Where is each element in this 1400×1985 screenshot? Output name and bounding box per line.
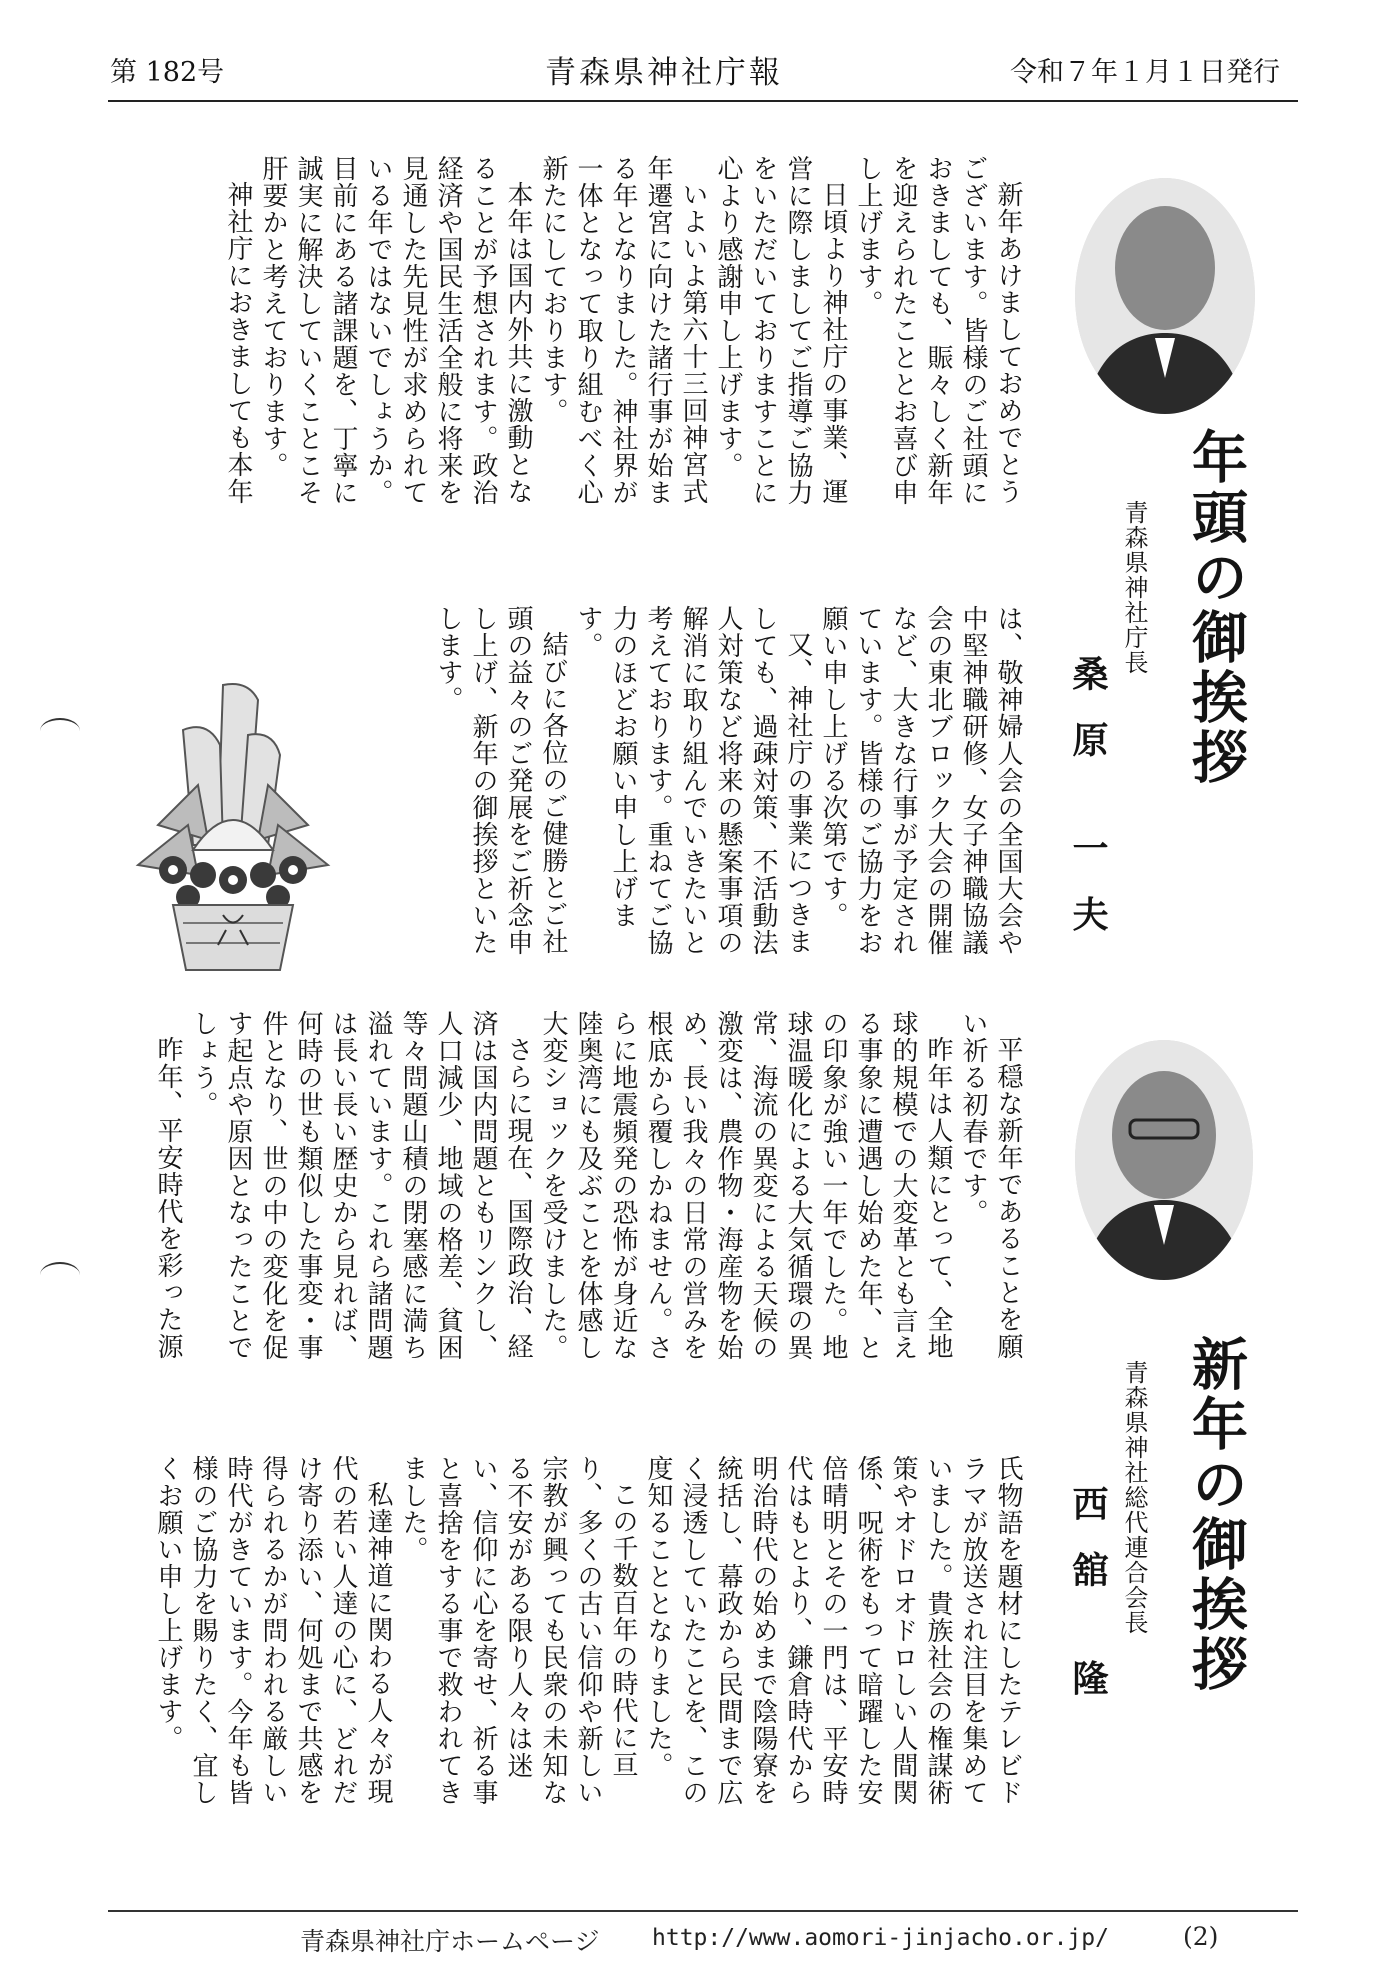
paragraph: は、敬神婦人会の全国大会や中堅神職研修、女子神職協議会の東北ブロック大会の開催など、大きな行事が予定されています。皆様のご協力をお願い申し上げる次第です。 <box>818 605 1023 956</box>
kadomatsu-icon <box>128 675 338 975</box>
article1-body-lower <box>395 605 1025 975</box>
footer-site-name: 青森県神社庁ホームページ <box>300 1927 600 1956</box>
paragraph: 昨年、平安時代を彩った源 <box>153 1036 183 1360</box>
paragraph: 本年は国内外共に激動となることが予想されます。政治経済や国民生活全般に将来を見通した先見性が求められている年ではないでしょうか。目前にある諸課題を、丁寧に誠実に解決していくことこそ肝要かと考えております。 <box>258 155 533 506</box>
portrait-photo-kuwahara <box>1075 178 1255 414</box>
paragraph: 日頃より神社庁の事業、運営に際しましてご指導ご協力をいただいておりますことに心より感謝申し上げます。 <box>713 155 848 506</box>
paragraph: 昨年は人類にとって、全地球的規模での大変革とも言える事象に遭遇し始めた年、との印象が強い一年でした。地球温暖化による大気循環の異常、海流の異変による天候の激変は、農作物・海産物を始め、長い我々の日常の営みを根底から覆しかねません。さらに地震頻発の恐怖が身近な陸奥湾にも及ぶことを体感し大変ショックを受けました。 <box>538 1010 953 1361</box>
paragraph: 又、神社庁の事業につきましても、過疎対策、不活動法人対策など将来の懸案事項の解消に取り組んでいきたいと考えております。重ねてご協力のほどお願い申し上げます。 <box>573 605 813 956</box>
author-org-shrine-agency: 青森県神社庁長 <box>1120 500 1148 675</box>
paragraph: 平穏な新年であることを願い祈る初春です。 <box>958 1010 1023 1360</box>
header-rule <box>108 100 1298 102</box>
person-silhouette-icon <box>1075 1040 1253 1280</box>
article2-body-lower <box>120 1455 1025 1825</box>
footer-rule <box>108 1910 1298 1912</box>
author-name-nishidate: 西舘 隆 <box>1067 1485 1109 1726</box>
article-title-new-year-greeting: 年頭の御挨拶 <box>1183 428 1249 788</box>
paragraph: 新年あけましておめでとうございます。皆様のご社頭におきましても、賑々しく新年を迎えられたこととお喜び申し上げます。 <box>853 155 1023 506</box>
page-number: (2) <box>1183 1922 1219 1951</box>
footer-url-link[interactable]: http://www.aomori-jinjacho.or.jp/ <box>652 1925 1109 1951</box>
portrait-photo-nishidate <box>1075 1040 1253 1280</box>
paragraph: いよいよ第六十三回神宮式年遷宮に向けた諸行事が始まる年となりました。神社界が一体となって取り組むべく心新たにしております。 <box>538 155 708 506</box>
author-org-representatives-federation: 青森県神社総代連合会長 <box>1120 1360 1148 1635</box>
article-title-new-year-greeting-2: 新年の御挨拶 <box>1183 1335 1249 1695</box>
paragraph: 神社庁におきましても本年 <box>223 181 253 505</box>
paragraph: さらに現在、国際政治、経済は国内問題ともリンクし、人口減少、地域の格差、貧困等々問題山積の閉塞感に満ち溢れています。これら諸問題は長い長い歴史から見れば、何時の世も類似した事変・事件となり、世の中の変化を促す起点や原因となったことでしょう。 <box>188 1010 533 1361</box>
author-name-kuwahara: 桑原 一夫 <box>1067 655 1109 962</box>
person-silhouette-icon <box>1075 178 1255 414</box>
newsletter-title: 青森県神社庁報 <box>545 55 783 91</box>
issue-date: 令和７年１月１日発行 <box>1010 57 1280 88</box>
paragraph: 氏物語を題材にしたテレビドラマが放送され注目を集めていました。貴族社会の権謀術策やオドロオドロしい人間関係、呪術をもって暗躍した安倍晴明とその一門は、平安時代はもとより、鎌倉時代から明治時代の始めまで陰陽寮を統括し、幕政から民間まで広く浸透していたことを、この度知ることとなりました。 <box>643 1455 1023 1806</box>
paragraph: 結びに各位のご健勝とご社頭の益々のご発展をご祈念申し上げ、新年の御挨拶といたします。 <box>433 605 568 956</box>
binder-hole-mark <box>40 1262 80 1288</box>
binder-hole-mark <box>40 718 80 744</box>
issue-number: 第 182号 <box>110 57 225 88</box>
paragraph: この千数百年の時代に亘り、多くの古い信仰や新しい宗教が興っても民衆の未知なる不安がある限り人々は迷い、信仰に心を寄せ、祈る事と喜捨をする事で救われてきました。 <box>398 1455 638 1806</box>
paragraph: 私達神道に関わる人々が現代の若い人達の心に、どれだけ寄り添い、何処まで共感を得られるかが問われる厳しい時代がきています。今年も皆様のご協力を賜りたく、宜しくお願い申し上げます。 <box>153 1455 393 1806</box>
article2-body-upper <box>120 1010 1025 1380</box>
article1-body-upper <box>120 155 1025 525</box>
kadomatsu-illustration <box>128 675 338 975</box>
